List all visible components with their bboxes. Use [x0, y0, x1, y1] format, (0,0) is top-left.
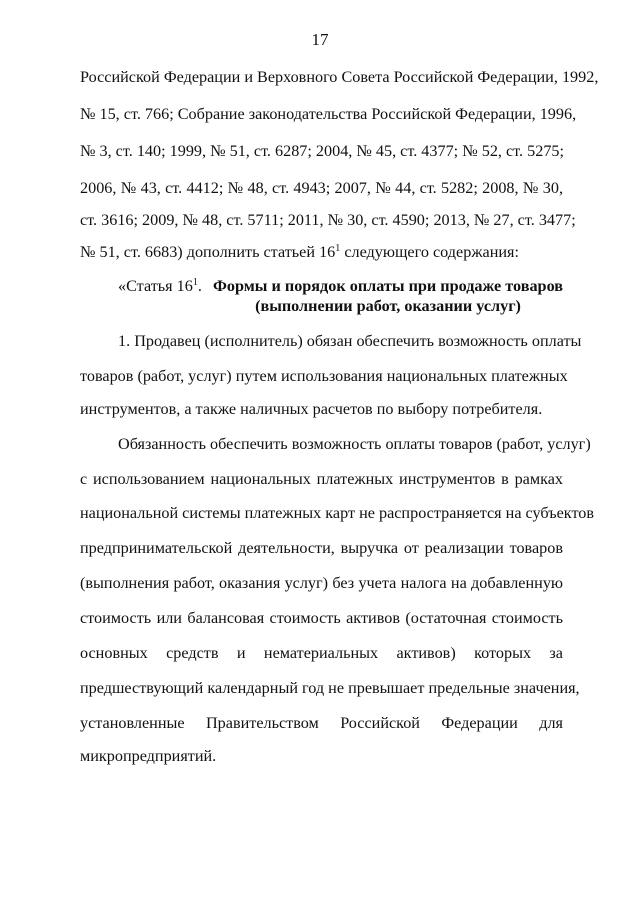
para2-line-10: микропредприятий.	[80, 747, 217, 765]
article-title-line-1: Формы и порядок оплаты при продаже товаров	[213, 277, 563, 295]
para2-line-3: национальной системы платежных карт не распространяется на субъектов	[80, 504, 595, 522]
article-title	[213, 276, 563, 316]
para2-line-4: предпринимательской деятельности, выручка от реализации товаров	[80, 539, 563, 557]
intro-last-tail: следующего содержания:	[340, 243, 519, 261]
para2-line-7: основных средств и нематериальных активов) которых за	[80, 644, 563, 662]
intro-line-6	[80, 242, 563, 262]
para1-line-2: товаров (работ, услуг) путем использования национальных платежных	[80, 367, 568, 385]
intro-line-2: № 15, ст. 766; Собрание законодательства Российской Федерации, 1996,	[80, 105, 577, 123]
article-dot: .	[197, 277, 202, 295]
article-title-line-2: (выполнении работ, оказании услуг)	[255, 297, 521, 315]
intro-last-text: № 51, ст. 6683) дополнить статьей 16	[80, 243, 336, 261]
para1-line-3: инструментов, а также наличных расчетов по выбору потребителя.	[80, 400, 543, 418]
para1-line-1: 1. Продавец (исполнитель) обязан обеспечить возможность оплаты	[118, 332, 582, 350]
article-lead: «Статья 16	[118, 277, 193, 295]
para2-line-1: Обязанность обеспечить возможность оплаты товаров (работ, услуг)	[118, 435, 591, 453]
article-number	[118, 276, 202, 296]
intro-line-5: ст. 3616; 2009, № 48, ст. 5711; 2011, № 30, ст. 4590; 2013, № 27, ст. 3477;	[80, 211, 576, 229]
para2-line-6: стоимость или балансовая стоимость активов (остаточная стоимость	[80, 609, 563, 627]
para2-line-5: (выполнения работ, оказания услуг) без учета налога на добавленную	[80, 574, 563, 592]
intro-line-1: Российской Федерации и Верховного Совета Российской Федерации, 1992,	[80, 68, 599, 86]
intro-line-4: 2006, № 43, ст. 4412; № 48, ст. 4943; 2007, № 44, ст. 5282; 2008, № 30,	[80, 179, 563, 197]
para2-line-2: с использованием национальных платежных инструментов в рамках	[80, 470, 563, 488]
article-sup: 1	[192, 277, 198, 288]
page-number: 17	[311, 30, 329, 49]
intro-line-3: № 3, ст. 140; 1999, № 51, ст. 6287; 2004, № 45, ст. 4377; № 52, ст. 5275;	[80, 142, 565, 160]
para2-line-9: установленные Правительством Российской Федерации для	[80, 714, 563, 732]
intro-last-sup: 1	[335, 243, 341, 254]
para2-line-8: предшествующий календарный год не превышает предельные значения,	[80, 679, 580, 697]
